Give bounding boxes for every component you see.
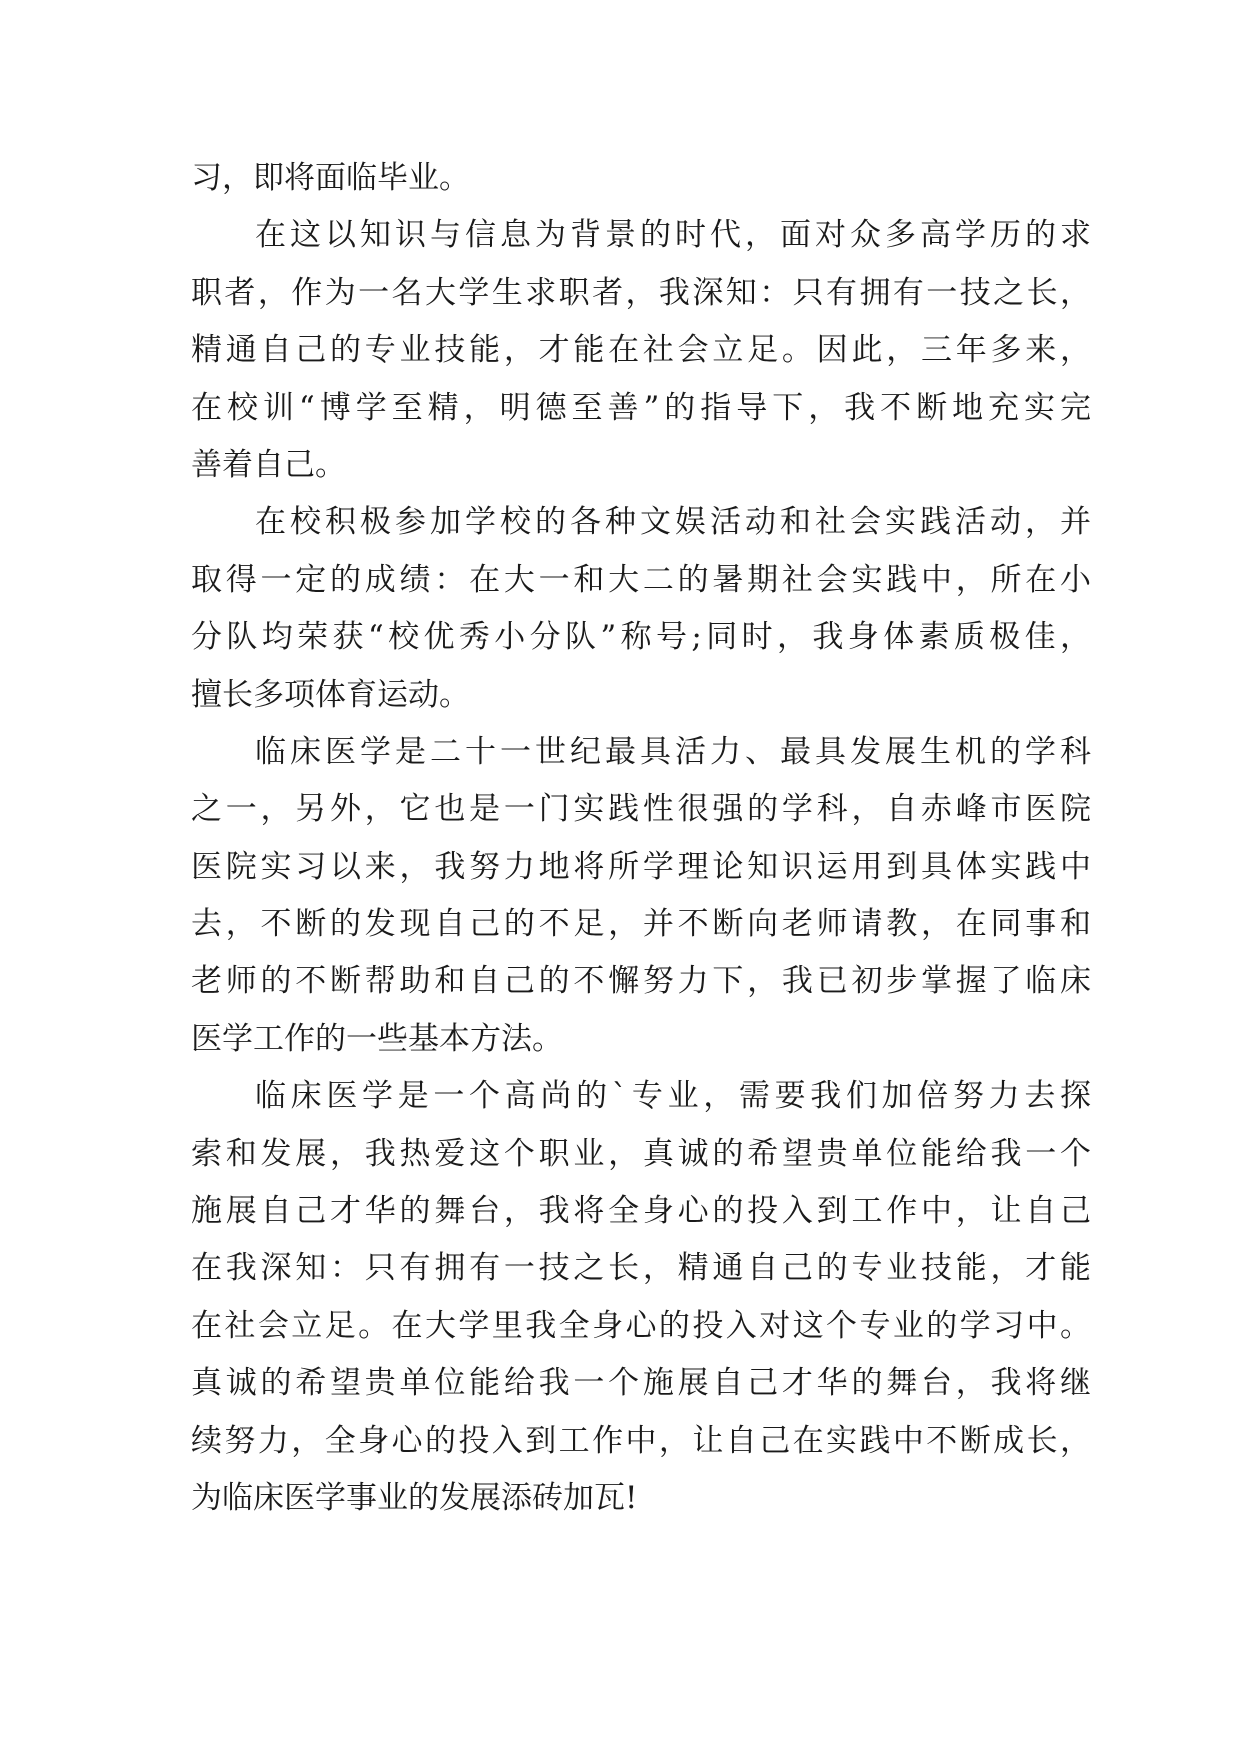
text-line: 医学工作的一些基本方法。	[191, 1020, 563, 1057]
text-line: 取得一定的成绩：在大一和大二的暑期社会实践中，所在小	[191, 561, 1091, 598]
text-line: 真诚的希望贵单位能给我一个施展自己才华的舞台，我将继	[191, 1365, 1091, 1402]
text-line: 精通自己的专业技能，才能在社会立足。因此，三年多来，	[191, 332, 1091, 369]
text-line: 临床医学是二十一世纪最具活力、最具发展生机的学科	[255, 733, 1091, 770]
text-line: 习，即将面临毕业。	[191, 160, 470, 196]
text-line: 擅长多项体育运动。	[191, 676, 470, 713]
paragraph	[191, 150, 1091, 207]
text-line: 临床医学是一个高尚的`专业，需要我们加倍努力去探	[255, 1078, 1091, 1115]
text-line: 去，不断的发现自己的不足，并不断向老师请教，在同事和	[191, 906, 1091, 943]
text-line: 老师的不断帮助和自己的不懈努力下，我已初步掌握了临床	[191, 963, 1091, 1000]
text-line: 之一，另外，它也是一门实践性很强的学科，自赤峰市医院	[191, 791, 1091, 828]
text-line: 索和发展，我热爱这个职业，真诚的希望贵单位能给我一个	[191, 1135, 1091, 1172]
text-line: 在我深知：只有拥有一技之长，精通自己的专业技能，才能	[191, 1250, 1091, 1287]
text-line: 续努力，全身心的投入到工作中，让自己在实践中不断成长，	[191, 1422, 1091, 1459]
paragraph	[191, 207, 1091, 494]
paragraph	[191, 1068, 1091, 1527]
paragraph	[191, 724, 1091, 1068]
text-line: 分队均荣获“校优秀小分队”称号;同时，我身体素质极佳，	[191, 619, 1091, 656]
text-line: 在社会立足。在大学里我全身心的投入对这个专业的学习中。	[191, 1307, 1091, 1344]
text-line: 在校训“博学至精，明德至善”的指导下，我不断地充实完	[191, 389, 1091, 426]
text-line: 在这以知识与信息为背景的时代，面对众多高学历的求	[255, 217, 1091, 254]
text-line: 在校积极参加学校的各种文娱活动和社会实践活动，并	[255, 504, 1091, 541]
text-line: 职者，作为一名大学生求职者，我深知：只有拥有一技之长，	[191, 274, 1091, 311]
text-line: 善着自己。	[191, 446, 346, 483]
text-line: 施展自己才华的舞台，我将全身心的投入到工作中，让自己	[191, 1193, 1091, 1230]
text-line: 医院实习以来，我努力地将所学理论知识运用到具体实践中	[191, 848, 1091, 885]
document-body	[191, 150, 1091, 1527]
paragraph	[191, 494, 1091, 724]
text-line: 为临床医学事业的发展添砖加瓦!	[191, 1479, 638, 1516]
